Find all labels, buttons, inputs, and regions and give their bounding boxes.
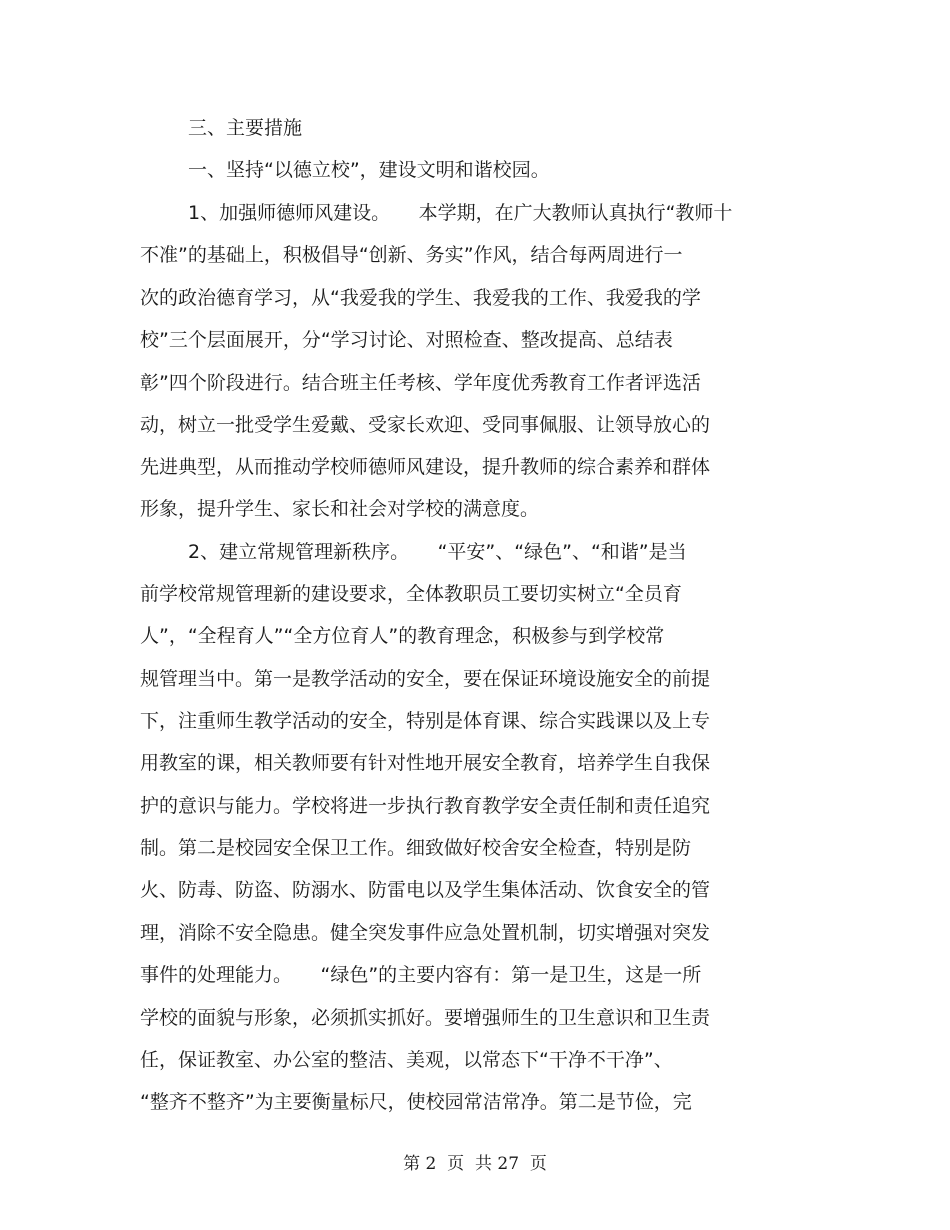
paragraph-line: 用教室的课，相关教师要有针对性地开展安全教育，培养学生自我保 (140, 752, 711, 774)
paragraph-line: 前学校常规管理新的建设要求，全体教职员工要切实树立“全员育 (140, 583, 682, 605)
paragraph-line: “整齐不整齐”为主要衡量标尺，使校园常洁常净。第二是节俭，完 (140, 1091, 692, 1113)
paragraph-line: 彰”四个阶段进行。结合班主任考核、学年度优秀教育工作者评选活 (140, 372, 701, 394)
paragraph-line: 先进典型，从而推动学校师德师风建设，提升教师的综合素养和群体 (140, 456, 711, 478)
paragraph-line: 形象，提升学生、家长和社会对学校的满意度。 (140, 498, 540, 520)
paragraph-line: 校”三个层面展开，分“学习讨论、对照检查、整改提高、总结表 (140, 329, 673, 351)
paragraph-line: 规管理当中。第一是教学活动的安全，要在保证环境设施安全的前提 (140, 668, 711, 690)
paragraph-line: 护的意识与能力。学校将进一步执行教育教学安全责任制和责任追究 (140, 795, 711, 817)
paragraph-line: 次的政治德育学习，从“我爱我的学生、我爱我的工作、我爱我的学 (140, 287, 701, 309)
subsection-heading: 一、坚持“以德立校”，建设文明和谐校园。 (188, 159, 550, 181)
paragraph-line: 事件的处理能力。 “绿色”的主要内容有：第一是卫生，这是一所 (140, 964, 702, 986)
section-heading: 三、主要措施 (188, 117, 303, 139)
paragraph-line: 1、加强师德师风建设。 本学期，在广大教师认真执行“教师十 (188, 202, 733, 224)
paragraph-line: 不准”的基础上，积极倡导“创新、务实”作风，结合每两周进行一 (140, 244, 683, 266)
paragraph-line: 学校的面貌与形象，必须抓实抓好。要增强师生的卫生意识和卫生责 (140, 1007, 711, 1029)
paragraph-line: 2、建立常规管理新秩序。 “平安”、“绿色”、“和谐”是当 (188, 541, 687, 563)
paragraph-line: 动，树立一批受学生爱戴、受家长欢迎、受同事佩服、让领导放心的 (140, 414, 711, 436)
paragraph-line: 任，保证教室、办公室的整洁、美观，以常态下“干净不干净”、 (140, 1049, 673, 1071)
paragraph-line: 火、防毒、防盗、防溺水、防雷电以及学生集体活动、饮食安全的管 (140, 879, 711, 901)
page-number-footer: 第 2 页 共 27 页 (403, 1154, 547, 1174)
paragraph-line: 下，注重师生教学活动的安全，特别是体育课、综合实践课以及上专 (140, 710, 711, 732)
paragraph-line: 理，消除不安全隐患。健全突发事件应急处置机制，切实增强对突发 (140, 922, 711, 944)
paragraph-line: 人”，“全程育人”“全方位育人”的教育理念，积极参与到学校常 (140, 625, 665, 647)
paragraph-line: 制。第二是校园安全保卫工作。细致做好校舍安全检查，特别是防 (140, 837, 692, 859)
